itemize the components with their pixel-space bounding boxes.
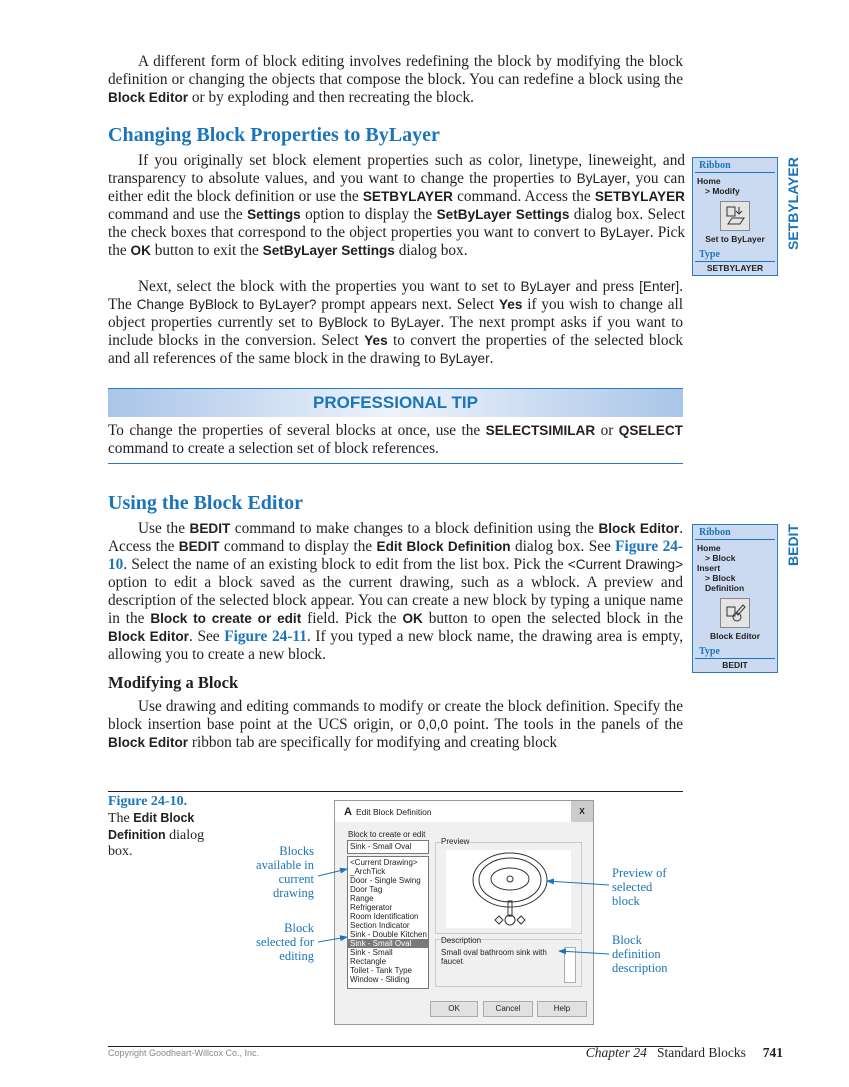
dialog-title: Edit Block Definition <box>355 806 432 817</box>
block-list-item[interactable]: Toilet - Tank Type <box>350 966 412 975</box>
text-run: Use drawing and editing commands to modify or create the block definition. Specify the block insertion base point at the UCS origin, or <box>108 698 683 733</box>
text-run: Next, select the block with the properties you want to set to <box>138 278 521 295</box>
text-run: to <box>367 314 391 331</box>
text-run: A different form of block editing involves redefining the block by modifying the block definition or changing the objects that compose the block. You can redefine a block using the <box>108 53 683 88</box>
block-list[interactable] <box>347 856 429 989</box>
text-run: option to display the <box>300 206 437 223</box>
set-to-bylayer-icon <box>720 201 750 231</box>
help-button[interactable]: Help <box>537 1001 587 1017</box>
description-group <box>435 936 582 987</box>
annotation-blocks-available: Blocks available in current drawing <box>256 844 314 900</box>
command-term: 0,0,0 <box>417 717 449 732</box>
figure-link[interactable]: Figure 24-11 <box>224 628 307 645</box>
text-run: button to exit the <box>150 242 263 259</box>
text-run: dialog box. See <box>510 538 616 555</box>
type-label: Type <box>699 249 720 260</box>
command-label: Block Editor <box>709 631 761 641</box>
command-term: Edit Block Definition <box>376 539 511 554</box>
block-list-item[interactable]: Sink - Double Kitchen <box>350 930 427 939</box>
text-run: command to make changes to a block definition using the <box>230 520 599 537</box>
type-label: Type <box>699 646 720 657</box>
dialog-titlebar <box>335 801 593 822</box>
command-term: ByLayer <box>599 225 650 240</box>
command-term: Settings <box>247 207 301 222</box>
annotation-block-selected: Block selected for editing <box>256 921 314 963</box>
ribbon-label: Ribbon <box>695 158 775 173</box>
ribbon-path: Insert <box>697 563 721 573</box>
command-name: SETBYLAYER <box>695 261 775 275</box>
chapter-title: Standard Blocks <box>657 1045 746 1060</box>
tip-title: PROFESSIONAL TIP <box>313 393 478 412</box>
command-term: OK <box>130 243 151 258</box>
paragraph-intro <box>108 53 683 107</box>
text-run: . Access the <box>108 520 684 555</box>
tip-text <box>108 422 683 458</box>
ok-button[interactable]: OK <box>430 1001 478 1017</box>
autocad-logo-icon: A <box>344 805 352 818</box>
text-run: Use the <box>138 520 190 537</box>
text-run: or by exploding and then recreating the block. <box>188 89 474 106</box>
edit-block-definition-dialog <box>334 800 594 1025</box>
ribbon-path: Home <box>697 543 721 553</box>
command-term: Block Editor <box>598 521 680 536</box>
caption-text: The <box>108 811 134 826</box>
block-list-item[interactable]: Sink - Small Oval <box>348 939 428 948</box>
page-number: 741 <box>762 1045 783 1060</box>
block-list-item[interactable]: _ArchTick <box>350 867 386 876</box>
cancel-button[interactable]: Cancel <box>483 1001 533 1017</box>
command-term: ByLayer <box>390 315 441 330</box>
text-run: field. Pick the <box>301 610 403 627</box>
tip-divider <box>108 463 683 464</box>
sidebar-tab-bedit: BEDIT <box>785 524 801 566</box>
figure-number: Figure 24-10. <box>108 794 188 809</box>
text-run: button to open the selected block in the <box>422 610 683 627</box>
text-run: command to display the <box>219 538 377 555</box>
text-run: . The <box>108 278 684 313</box>
heading-using-block-editor: Using the Block Editor <box>108 492 304 514</box>
command-term: Block to create or edit <box>150 611 302 626</box>
text-run: and press <box>570 278 640 295</box>
ribbon-path: Home <box>697 176 721 186</box>
command-label: Set to ByLayer <box>705 234 765 244</box>
command-term: Block Editor <box>108 735 189 750</box>
command-term: ByLayer <box>520 279 571 294</box>
text-run: . See <box>188 628 225 645</box>
command-term: BEDIT <box>178 539 220 554</box>
figure-caption <box>108 794 223 860</box>
command-term: OK <box>402 611 423 626</box>
text-run: prompt appears next. Select <box>316 296 499 313</box>
description-scrollbar[interactable] <box>564 947 576 983</box>
ribbon-path: > Modify <box>705 186 740 196</box>
block-name-input[interactable]: Sink - Small Oval <box>347 840 429 854</box>
text-run: command. Access the <box>452 188 595 205</box>
block-list-item[interactable]: Refrigerator <box>350 903 393 912</box>
command-term: ByBlock <box>318 315 368 330</box>
sidebar-bedit <box>692 524 778 673</box>
paragraph-setbylayer <box>108 152 685 260</box>
description-label: Description <box>441 936 482 945</box>
command-term: ByLayer <box>439 351 490 366</box>
block-list-item[interactable]: Window - Sliding <box>350 975 410 984</box>
command-name: BEDIT <box>695 658 775 672</box>
ribbon-path: > Block <box>705 553 736 563</box>
running-footer <box>586 1045 783 1061</box>
text-run: ribbon tab are specifically for modifying and creating block <box>188 734 558 751</box>
figure-link[interactable]: Figure 24-10 <box>108 538 683 573</box>
sidebar-setbylayer <box>692 157 778 276</box>
command-term: Yes <box>364 333 388 348</box>
annotation-preview: Preview of selected block <box>612 866 667 908</box>
command-term: [Enter] <box>639 279 680 294</box>
text-run: point. The tools in the panels of the <box>448 716 684 733</box>
block-list-item[interactable]: Section Indicator <box>350 921 410 930</box>
command-term: SetByLayer Settings <box>436 207 570 222</box>
professional-tip-banner <box>108 388 683 417</box>
text-run: or <box>595 422 619 439</box>
command-term: BEDIT <box>189 521 231 536</box>
text-run: option to edit a block saved as the current drawing, such as a wblock. A preview and description of the selected block appear. You can create a new block by typing a unique name in the <box>108 574 683 627</box>
figure-divider <box>108 791 683 792</box>
ribbon-label: Ribbon <box>695 525 775 540</box>
command-term: Block Editor <box>108 629 189 644</box>
block-list-item[interactable]: <Current Drawing> <box>350 858 418 867</box>
command-term: Block Editor <box>108 90 189 105</box>
text-run: . The next prompt asks if you want to include blocks in the conversion. Select <box>108 314 684 349</box>
command-term: SETBYLAYER <box>362 189 453 204</box>
close-button[interactable]: X <box>571 801 593 822</box>
command-term: SETBYLAYER <box>594 189 685 204</box>
block-list-item[interactable]: Door - Single Swing <box>350 876 421 885</box>
preview-group <box>435 837 582 934</box>
text-run: If you originally set block element properties such as color, linetype, lineweight, and transparency to absolute values, and you want to change the properties to <box>108 152 685 187</box>
annotation-description: Block definition description <box>612 933 668 975</box>
command-term: SetByLayer Settings <box>262 243 395 258</box>
text-run: command and use the <box>108 206 248 223</box>
command-term: SELECTSIMILAR <box>485 423 596 438</box>
command-term: <Current Drawing> <box>567 557 684 572</box>
command-term: QSELECT <box>618 423 683 438</box>
command-term: Yes <box>498 297 523 312</box>
text-run: dialog box. Select the check boxes that correspond to the object properties you want to convert to <box>108 206 685 241</box>
copyright: Copyright Goodheart-Willcox Co., Inc. <box>108 1048 260 1058</box>
paragraph-bedit <box>108 520 683 664</box>
heading-changing-block-properties: Changing Block Properties to ByLayer <box>108 124 440 146</box>
paragraph-modifying <box>108 698 683 752</box>
preview-label: Preview <box>441 837 470 846</box>
block-list-item[interactable]: Room Identification <box>350 912 419 921</box>
block-list-item[interactable]: Door Tag <box>350 885 383 894</box>
block-editor-icon <box>720 598 750 628</box>
text-run: To change the properties of several blocks at once, use the <box>108 422 486 439</box>
paragraph-next-select <box>108 278 683 368</box>
chapter-label: Chapter 24 <box>585 1045 647 1060</box>
description-text: Small oval bathroom sink with faucet <box>441 948 547 966</box>
command-term: ByLayer <box>576 171 627 186</box>
caption-bold: Edit Block Definition <box>108 811 195 842</box>
text-run: , you can either edit the block definition or use the <box>108 170 685 205</box>
caption-text: dialog box. <box>108 828 205 859</box>
heading-modifying-block: Modifying a Block <box>108 673 239 692</box>
text-run: . Select the name of an existing block to edit from the list box. Pick the <box>123 556 568 573</box>
text-run: to convert the properties of the selected block and all references of the same block in the drawing to <box>108 332 684 367</box>
block-list-item[interactable]: Sink - Small Rectangle <box>350 948 393 966</box>
command-term: Change ByBlock to ByLayer? <box>136 297 317 312</box>
text-run: command to create a selection set of block references. <box>108 440 439 457</box>
text-run: dialog box. <box>394 242 468 259</box>
text-run: if you wish to change all object properties currently set to <box>108 296 684 331</box>
block-list-item[interactable]: Range <box>350 894 374 903</box>
block-field-label: Block to create or edit <box>348 830 426 839</box>
sidebar-tab-setbylayer: SETBYLAYER <box>785 157 801 250</box>
text-run: . <box>489 350 494 367</box>
text-run: . Pick the <box>108 224 685 259</box>
ribbon-path: > Block Definition <box>705 573 745 593</box>
sink-preview-image <box>446 850 571 928</box>
text-run: . If you typed a new block name, the drawing area is empty, allowing you to create a new block. <box>108 628 684 663</box>
